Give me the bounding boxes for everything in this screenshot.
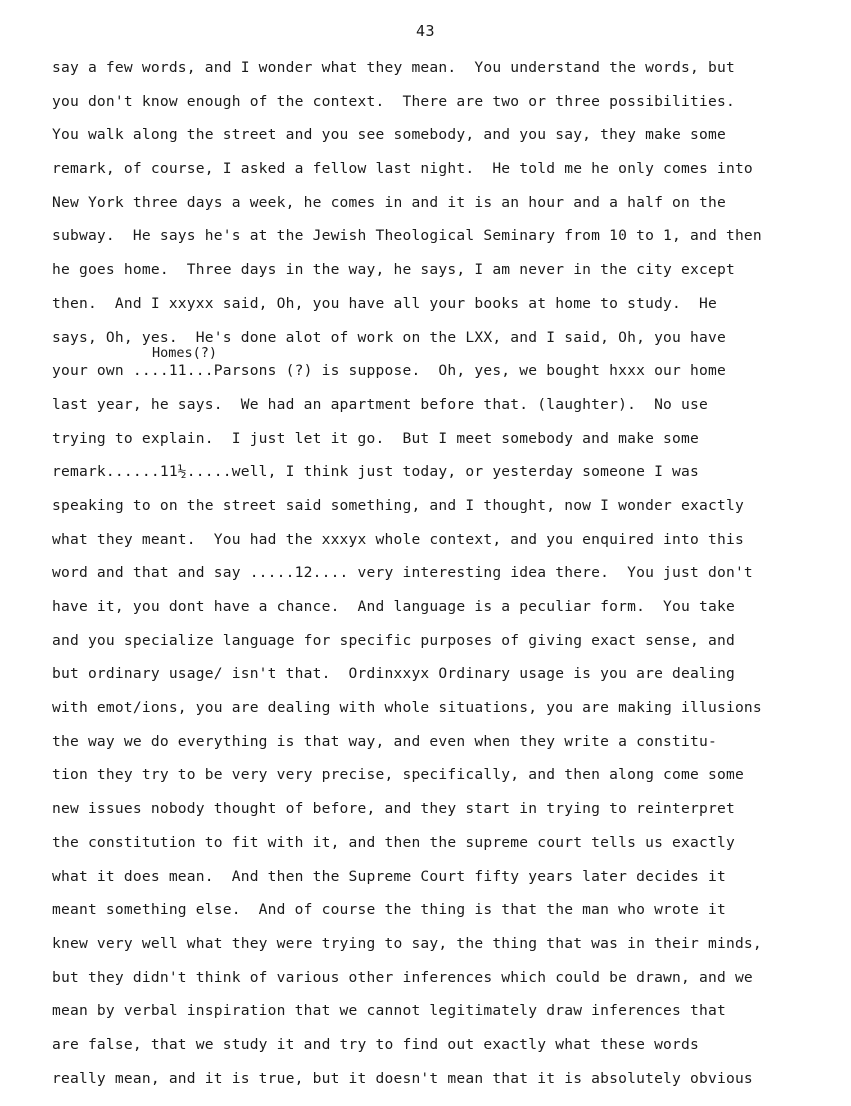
text-line: the way we do everything is that way, and even when they write a constitu- <box>52 732 717 750</box>
text-line: mean by verbal inspiration that we cannot legitimately draw inferences that <box>52 1002 726 1020</box>
text-line: tion they try to be very very precise, specifically, and then along come some <box>52 766 744 784</box>
text-line: the constitution to fit with it, and then the supreme court tells us exactly <box>52 833 735 851</box>
text-line: last year, he says. We had an apartment before that. (laughter). No use <box>52 395 708 413</box>
text-line: what they meant. You had the xxxyx whole context, and you enquired into this <box>52 530 744 548</box>
text-line: but ordinary usage/ isn't that. Ordinxxyx Ordinary usage is you are dealing <box>52 665 735 683</box>
text-line: New York three days a week, he comes in and it is an hour and a half on the <box>52 193 726 211</box>
text-line: say a few words, and I wonder what they mean. You understand the words, but <box>52 59 735 76</box>
text-line: your own ....11...Parsons (?) is suppose. Oh, yes, we bought hxxx our home <box>52 362 726 380</box>
text-line: then. And I xxyxx said, Oh, you have all your books at home to study. He <box>52 294 717 312</box>
text-line: he goes home. Three days in the way, he says, I am never in the city except <box>52 261 735 279</box>
interlinear-note: Homes(?) <box>152 345 218 361</box>
text-line: You walk along the street and you see somebody, and you say, they make some <box>52 126 726 144</box>
text-line: but they didn't think of various other inferences which could be drawn, and we <box>52 968 753 986</box>
text-line: you don't know enough of the context. There are two or three possibilities. <box>52 92 735 110</box>
body-text <box>52 58 847 1102</box>
text-line: says, Oh, yes. He's done alot of work on the LXX, and I said, Oh, you have <box>52 328 726 346</box>
text-line: with emot/ions, you are dealing with whole situations, you are making illusions <box>52 699 762 717</box>
text-line: remark......11½.....well, I think just today, or yesterday someone I was <box>52 463 700 481</box>
text-line: are false, that we study it and try to find out exactly what these words <box>52 1035 700 1053</box>
text-line: speaking to on the street said something, and I thought, now I wonder exactly <box>52 496 744 514</box>
text-line: have it, you dont have a chance. And language is a peculiar form. You take <box>52 598 735 615</box>
page-number: 43 <box>415 22 436 40</box>
text-line: trying to explain. I just let it go. But I meet somebody and make some <box>52 429 700 447</box>
text-line: new issues nobody thought of before, and they start in trying to reinterpret <box>52 800 735 818</box>
text-line: word and that and say .....12.... very interesting idea there. You just don't <box>52 564 753 582</box>
text-line: knew very well what they were trying to say, the thing that was in their minds, <box>52 934 762 952</box>
text-line: and you specialize language for specific purposes of giving exact sense, and <box>52 631 735 649</box>
text-line: really mean, and it is true, but it doesn't mean that it is absolutely obvious <box>52 1069 753 1087</box>
text-line: remark, of course, I asked a fellow last night. He told me he only comes into <box>52 160 753 178</box>
text-line: what it does mean. And then the Supreme Court fifty years later decides it <box>52 867 726 885</box>
text-line: subway. He says he's at the Jewish Theological Seminary from 10 to 1, and then <box>52 227 762 245</box>
text-line: meant something else. And of course the thing is that the man who wrote it <box>52 901 726 919</box>
